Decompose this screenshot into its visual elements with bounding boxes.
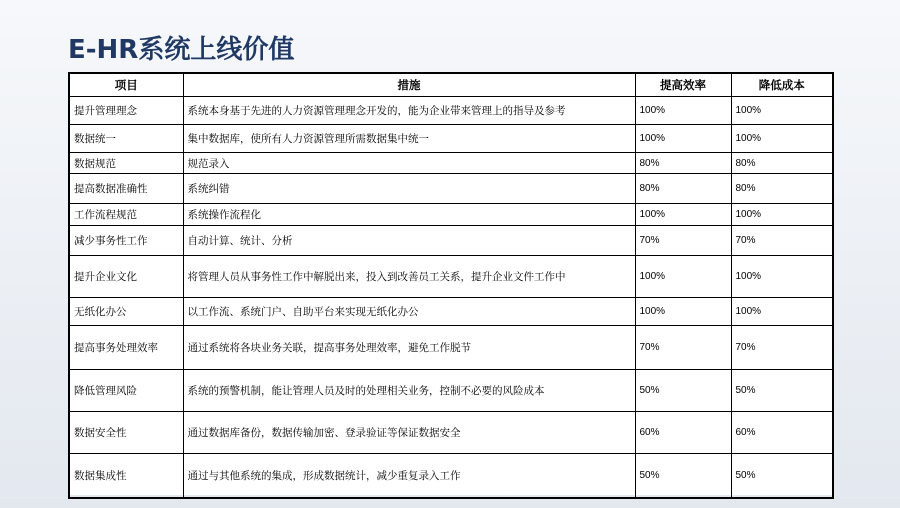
table-row <box>69 174 833 204</box>
cell-measure: 将管理人员从事务性工作中解脱出来，投入到改善员工关系，提升企业文件工作中 <box>183 256 635 298</box>
cell-efficiency: 100% <box>635 125 731 153</box>
cell-measure: 集中数据库，使所有人力资源管理所需数据集中统一 <box>183 125 635 153</box>
cell-item: 数据统一 <box>69 125 183 153</box>
cell-cost: 50% <box>731 370 833 412</box>
table-row <box>69 370 833 412</box>
cell-efficiency: 50% <box>635 454 731 498</box>
cell-item: 无纸化办公 <box>69 298 183 326</box>
table-row <box>69 97 833 125</box>
cell-measure: 以工作流、系统门户、自助平台来实现无纸化办公 <box>183 298 635 326</box>
slide-title: E-HR系统上线价值 <box>68 35 295 65</box>
header-cost: 降低成本 <box>731 73 833 97</box>
cell-measure: 自动计算、统计、分析 <box>183 226 635 256</box>
value-table-container <box>68 72 832 495</box>
cell-measure: 通过与其他系统的集成，形成数据统计，减少重复录入工作 <box>183 454 635 498</box>
value-table <box>68 72 834 499</box>
table-row <box>69 412 833 454</box>
header-efficiency: 提高效率 <box>635 73 731 97</box>
cell-cost: 80% <box>731 174 833 204</box>
cell-item: 提升管理理念 <box>69 97 183 125</box>
table-row <box>69 298 833 326</box>
cell-efficiency: 80% <box>635 153 731 174</box>
cell-measure: 通过系统将各块业务关联，提高事务处理效率，避免工作脱节 <box>183 326 635 370</box>
table-row <box>69 153 833 174</box>
cell-item: 提高数据准确性 <box>69 174 183 204</box>
cell-efficiency: 70% <box>635 326 731 370</box>
table-row <box>69 125 833 153</box>
cell-item: 数据集成性 <box>69 454 183 498</box>
cell-measure: 系统纠错 <box>183 174 635 204</box>
cell-item: 提升企业文化 <box>69 256 183 298</box>
cell-item: 提高事务处理效率 <box>69 326 183 370</box>
cell-efficiency: 100% <box>635 298 731 326</box>
cell-cost: 80% <box>731 153 833 174</box>
cell-cost: 100% <box>731 298 833 326</box>
cell-cost: 70% <box>731 226 833 256</box>
cell-efficiency: 100% <box>635 256 731 298</box>
table-row <box>69 454 833 498</box>
cell-measure: 系统操作流程化 <box>183 204 635 226</box>
cell-efficiency: 60% <box>635 412 731 454</box>
cell-efficiency: 50% <box>635 370 731 412</box>
cell-cost: 100% <box>731 256 833 298</box>
cell-item: 数据安全性 <box>69 412 183 454</box>
cell-measure: 系统本身基于先进的人力资源管理理念开发的，能为企业带来管理上的指导及参考 <box>183 97 635 125</box>
cell-cost: 70% <box>731 326 833 370</box>
table-row <box>69 226 833 256</box>
cell-item: 减少事务性工作 <box>69 226 183 256</box>
cell-efficiency: 100% <box>635 97 731 125</box>
cell-cost: 100% <box>731 204 833 226</box>
table-row <box>69 326 833 370</box>
cell-item: 工作流程规范 <box>69 204 183 226</box>
cell-cost: 100% <box>731 125 833 153</box>
cell-measure: 系统的预警机制，能让管理人员及时的处理相关业务，控制不必要的风险成本 <box>183 370 635 412</box>
cell-cost: 50% <box>731 454 833 498</box>
header-item: 项目 <box>69 73 183 97</box>
table-header-row <box>69 73 833 97</box>
cell-efficiency: 80% <box>635 174 731 204</box>
cell-item: 数据规范 <box>69 153 183 174</box>
cell-efficiency: 70% <box>635 226 731 256</box>
header-measure: 措施 <box>183 73 635 97</box>
table-row <box>69 256 833 298</box>
cell-efficiency: 100% <box>635 204 731 226</box>
table-row <box>69 204 833 226</box>
cell-item: 降低管理风险 <box>69 370 183 412</box>
cell-measure: 规范录入 <box>183 153 635 174</box>
cell-measure: 通过数据库备份，数据传输加密、登录验证等保证数据安全 <box>183 412 635 454</box>
cell-cost: 60% <box>731 412 833 454</box>
cell-cost: 100% <box>731 97 833 125</box>
